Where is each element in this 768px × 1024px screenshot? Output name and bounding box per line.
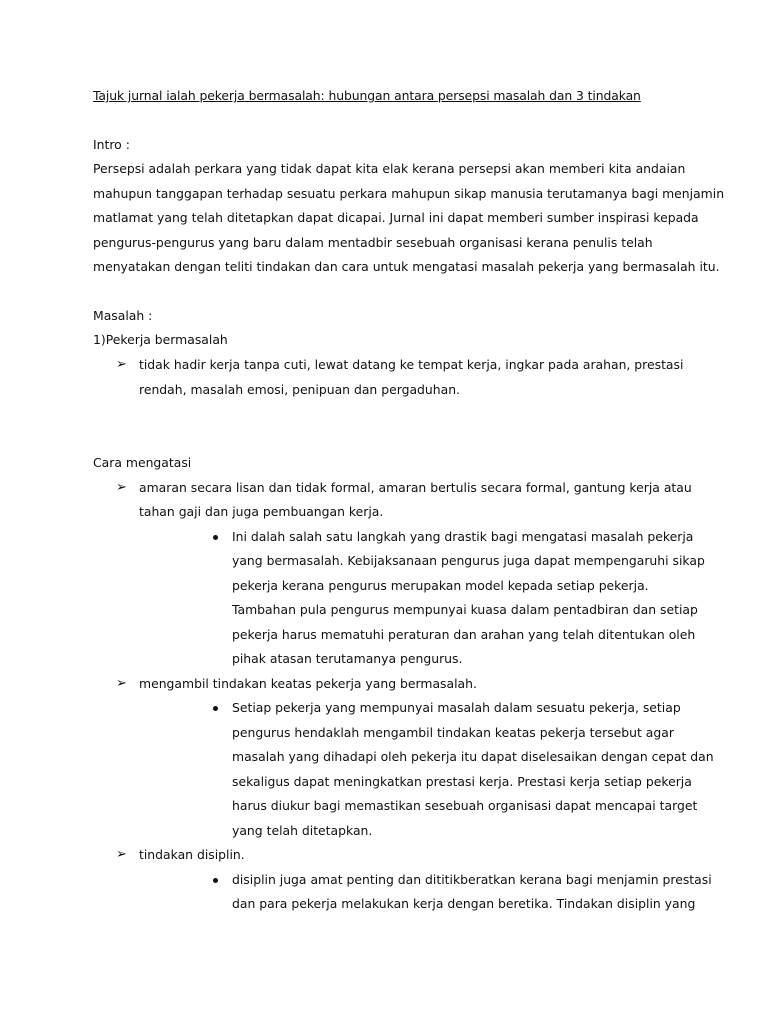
masalah-item-line: tidak hadir kerja tanpa cuti, lewat datang ke tempat kerja, ingkar pada arahan, prestasi (139, 357, 684, 372)
cara-subitem-line: yang telah ditetapkan. (232, 823, 373, 838)
intro-paragraph-line: mahupun tanggapan terhadap sesuatu perkara mahupun sikap manusia terutamanya bagi menjamin (93, 186, 725, 201)
masalah-item-line: rendah, masalah emosi, penipuan dan pergaduhan. (139, 382, 460, 397)
cara-subitem-line: disiplin juga amat penting dan dititikberatkan kerana bagi menjamin prestasi (232, 872, 712, 887)
cara-subitem-line: harus diukur bagi memastikan sesebuah organisasi dapat mencapai target (232, 798, 698, 813)
dot-bullet-icon (213, 535, 218, 540)
cara-subitem-line: Tambahan pula pengurus mempunyai kuasa dalam pentadbiran dan setiap (232, 602, 698, 617)
cara-subitem-line: yang bermasalah. Kebijaksanaan pengurus juga dapat mempengaruhi sikap (232, 553, 705, 568)
masalah-subheading: 1)Pekerja bermasalah (93, 332, 228, 347)
cara-subitem-line: masalah yang dihadapi oleh pekerja itu dapat diselesaikan dengan cepat dan (232, 749, 714, 764)
dot-bullet-icon (213, 878, 218, 883)
intro-heading: Intro : (93, 137, 130, 152)
cara-item-line: tindakan disiplin. (139, 847, 245, 862)
intro-paragraph-line: menyatakan dengan teliti tindakan dan cara untuk mengatasi masalah pekerja yang bermasalah itu. (93, 259, 720, 274)
dot-bullet-icon (213, 706, 218, 711)
intro-paragraph-line: pengurus-pengurus yang baru dalam mentadbir sesebuah organisasi kerana penulis telah (93, 235, 653, 250)
cara-subitem-line: Ini dalah salah satu langkah yang drastik bagi mengatasi masalah pekerja (232, 529, 694, 544)
cara-subitem-line: pekerja harus mematuhi peraturan dan arahan yang telah ditentukan oleh (232, 627, 696, 642)
intro-paragraph-line: matlamat yang telah ditetapkan dapat dicapai. Jurnal ini dapat memberi sumber inspirasi kepada (93, 210, 699, 225)
cara-subitem-line: pekerja kerana pengurus merupakan model kepada setiap pekerja. (232, 578, 649, 593)
arrow-bullet-icon: ➢ (116, 676, 127, 691)
cara-subitem-line: pengurus hendaklah mengambil tindakan keatas pekerja tersebut agar (232, 725, 674, 740)
arrow-bullet-icon: ➢ (116, 847, 127, 862)
intro-paragraph-line: Persepsi adalah perkara yang tidak dapat kita elak kerana persepsi akan memberi kita andaian (93, 161, 686, 176)
cara-item-line: mengambil tindakan keatas pekerja yang bermasalah. (139, 676, 477, 691)
cara-subitem-line: Setiap pekerja yang mempunyai masalah dalam sesuatu pekerja, setiap (232, 700, 681, 715)
arrow-bullet-icon: ➢ (116, 357, 127, 372)
document-title: Tajuk jurnal ialah pekerja bermasalah: hubungan antara persepsi masalah dan 3 tindakan (93, 88, 641, 103)
cara-subitem-line: sekaligus dapat meningkatkan prestasi kerja. Prestasi kerja setiap pekerja (232, 774, 692, 789)
masalah-heading: Masalah : (93, 308, 153, 323)
cara-heading: Cara mengatasi (93, 455, 192, 470)
cara-item-line: amaran secara lisan dan tidak formal, amaran bertulis secara formal, gantung kerja atau (139, 480, 692, 495)
arrow-bullet-icon: ➢ (116, 480, 127, 495)
cara-subitem-line: dan para pekerja melakukan kerja dengan beretika. Tindakan disiplin yang (232, 896, 696, 911)
cara-subitem-line: pihak atasan terutamanya pengurus. (232, 651, 463, 666)
cara-item-line: tahan gaji dan juga pembuangan kerja. (139, 504, 384, 519)
